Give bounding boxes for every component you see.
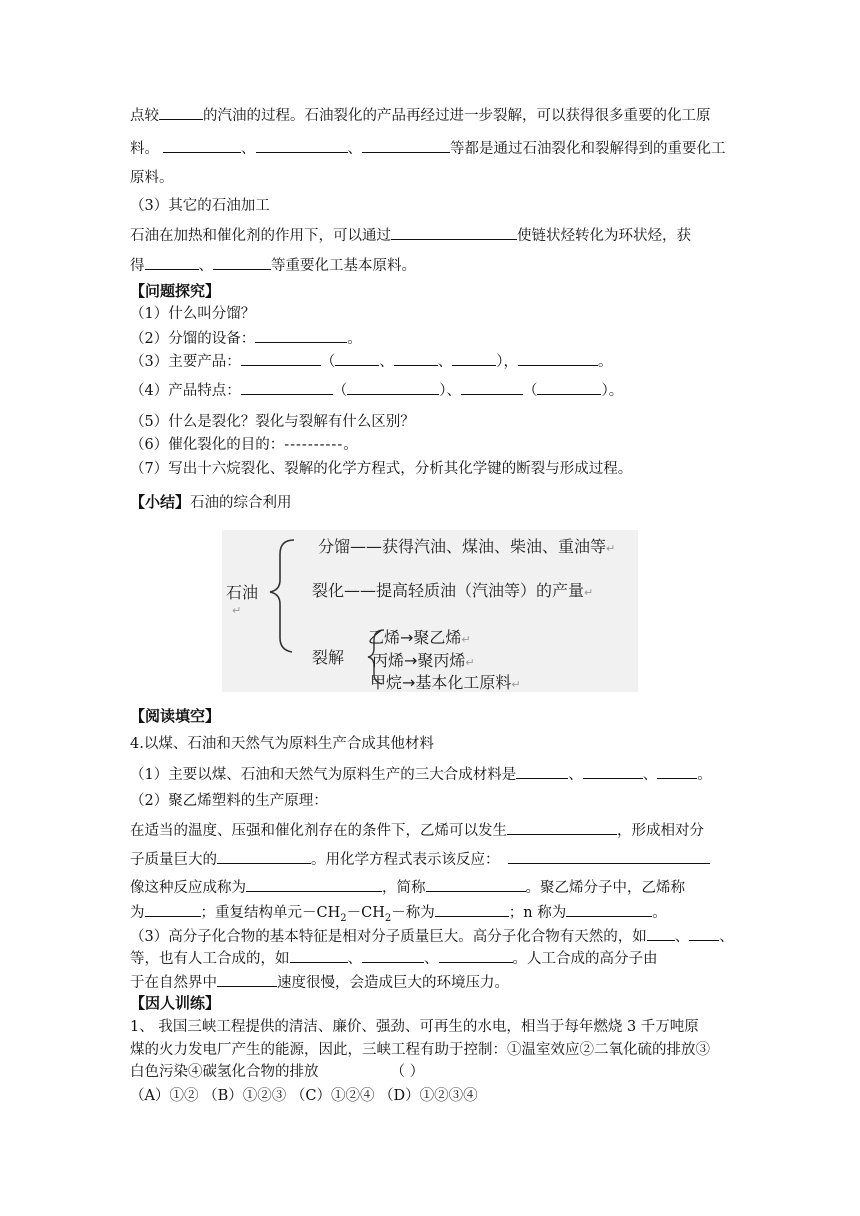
answer-bracket[interactable]: （ ） bbox=[390, 1064, 425, 1080]
big-brace bbox=[270, 540, 294, 652]
sub-methane: 甲烷→基本化工原料↵ bbox=[370, 673, 521, 692]
question-5: （5）什么是裂化？裂化与裂解有什么区别？ bbox=[130, 414, 415, 430]
question-2 bbox=[130, 327, 362, 349]
reading-line-2: （2）聚乙烯塑料的生产原理： bbox=[130, 793, 328, 809]
branch-fractionation: 分馏——获得汽油、煤油、柴油、重油等↵ bbox=[318, 537, 616, 556]
text: （ bbox=[522, 383, 538, 399]
blank[interactable] bbox=[516, 763, 568, 779]
text: 、 bbox=[568, 767, 583, 783]
text: 、 bbox=[424, 951, 439, 967]
text: （3）主要产品： bbox=[130, 354, 241, 370]
reading-line-1 bbox=[130, 763, 712, 785]
text: 石油在加热和催化剂的作用下，可以通过 bbox=[130, 228, 391, 244]
text: 。 bbox=[597, 354, 613, 370]
blank[interactable] bbox=[566, 901, 652, 917]
training-line-1: 1、 我国三峡工程提供的清洁、廉价、强劲、可再生的水电，相当于每年燃烧 3 千万吨原 bbox=[130, 1019, 699, 1035]
blank[interactable] bbox=[159, 104, 203, 120]
text: 、 bbox=[674, 929, 690, 945]
text: 等都是通过石油裂化和裂解得到的重要化工 bbox=[450, 141, 726, 157]
text: ）。 bbox=[601, 383, 624, 399]
blank[interactable] bbox=[537, 379, 601, 395]
blank[interactable] bbox=[347, 379, 439, 395]
text-line bbox=[130, 104, 711, 126]
blank[interactable] bbox=[657, 763, 697, 779]
text: 、 bbox=[642, 767, 658, 783]
blank[interactable] bbox=[518, 350, 598, 366]
text-line: 原料。 bbox=[130, 170, 174, 186]
text: （3）高分子化合物的基本特征是相对分子质量巨大。高分子化合物有天然的，如 bbox=[130, 929, 647, 945]
diagram-root: 石油 bbox=[226, 583, 259, 602]
text: 的汽油的过程。石油裂化的产品再经过进一步裂解，可以获得很多重要的化工原 bbox=[203, 108, 711, 124]
text: 、 bbox=[198, 258, 213, 274]
blank[interactable] bbox=[217, 848, 311, 864]
training-options[interactable]: （A）①② （B）①②③ （C）①②④ （D）①②③④ bbox=[130, 1088, 478, 1104]
text: 、 bbox=[347, 141, 362, 157]
text: －称为 bbox=[391, 905, 435, 921]
text: （2）分馏的设备： bbox=[130, 331, 256, 347]
branch-cracking: 裂化——提高轻质油（汽油等）的产量↵ bbox=[312, 581, 594, 600]
text: 、 bbox=[379, 354, 394, 370]
text-line: （3）其它的石油加工 bbox=[130, 198, 270, 214]
text: （6）催化裂化的目的： bbox=[130, 437, 285, 453]
text: ）、 bbox=[439, 383, 461, 399]
section-heading-training: 【因人训练】 bbox=[130, 994, 221, 1012]
text: 、 bbox=[437, 354, 453, 370]
question-3 bbox=[130, 350, 612, 372]
section-heading-summary: 【小结】 bbox=[130, 493, 191, 511]
text: （ bbox=[332, 383, 348, 399]
blank[interactable] bbox=[426, 876, 526, 892]
reading-line-7 bbox=[130, 925, 734, 947]
reading-line-8 bbox=[130, 947, 658, 969]
blank[interactable] bbox=[256, 137, 348, 153]
text-line bbox=[130, 254, 416, 276]
question-1: （1）什么叫分馏？ bbox=[130, 306, 256, 322]
question-4 bbox=[130, 379, 623, 401]
text: 等重要化工基本原料。 bbox=[271, 258, 416, 274]
blank[interactable] bbox=[290, 947, 348, 963]
section-heading-inquiry: 【问题探究】 bbox=[130, 282, 221, 300]
blank[interactable] bbox=[217, 971, 277, 987]
text: 点较 bbox=[130, 108, 159, 124]
text: 为 bbox=[130, 905, 145, 921]
subscript: 2 bbox=[384, 912, 392, 924]
blank[interactable] bbox=[145, 901, 201, 917]
summary-title: 石油的综合利用 bbox=[190, 495, 292, 511]
text: ）， bbox=[496, 354, 518, 370]
text: ；重复结构单元－CH bbox=[200, 905, 341, 921]
reading-title: 4.以煤、石油和天然气为原料生产合成其他材料 bbox=[130, 736, 434, 752]
paragraph-mark: ↵ bbox=[232, 604, 242, 617]
blank[interactable] bbox=[391, 224, 517, 240]
blank[interactable] bbox=[335, 350, 379, 366]
blank[interactable] bbox=[508, 848, 710, 864]
training-line-2: 煤的火力发电厂产生的能源，因此，三峡工程有助于控制：①温室效应②二氧化硫的排放③ bbox=[130, 1042, 710, 1058]
text: 。聚乙烯分子中，乙烯称 bbox=[525, 880, 685, 896]
blank[interactable] bbox=[689, 925, 719, 941]
blank[interactable] bbox=[255, 327, 347, 343]
blank[interactable] bbox=[163, 137, 241, 153]
text: 得 bbox=[130, 258, 145, 274]
section-heading-reading: 【阅读填空】 bbox=[130, 707, 221, 725]
blank[interactable] bbox=[583, 763, 643, 779]
training-line-3 bbox=[130, 1062, 424, 1082]
blank[interactable] bbox=[452, 350, 496, 366]
text: 、 bbox=[347, 951, 362, 967]
text: 。人工合成的高分子由 bbox=[512, 951, 658, 967]
blank[interactable] bbox=[241, 350, 321, 366]
text: －CH bbox=[346, 905, 385, 921]
question-6 bbox=[130, 435, 358, 455]
text: 。 bbox=[343, 437, 358, 453]
blank[interactable] bbox=[362, 137, 450, 153]
text: （4）产品特点： bbox=[130, 383, 241, 399]
blank[interactable] bbox=[507, 819, 617, 835]
text: 使链状烃转化为环状烃，获 bbox=[517, 228, 691, 244]
text: 。 bbox=[652, 905, 667, 921]
blank[interactable] bbox=[145, 254, 199, 270]
text: 、 bbox=[719, 929, 734, 945]
text: （1）主要以煤、石油和天然气为原料生产的三大合成材料是 bbox=[130, 767, 517, 783]
blank[interactable] bbox=[461, 379, 523, 395]
text-line bbox=[130, 224, 691, 246]
blank[interactable] bbox=[435, 901, 509, 917]
text: 。 bbox=[697, 767, 712, 783]
text: 子质量巨大的 bbox=[130, 852, 217, 868]
sub-ethylene: 乙烯→聚乙烯↵ bbox=[368, 628, 471, 647]
text: （ bbox=[320, 354, 336, 370]
question-7: （7）写出十六烷裂化、裂解的化学方程式，分析其化学键的断裂与形成过程。 bbox=[130, 461, 633, 477]
text: ；n 称为 bbox=[508, 905, 567, 921]
text: 等，也有人工合成的，如 bbox=[130, 951, 290, 967]
blank[interactable] bbox=[394, 350, 438, 366]
text: 料。 bbox=[130, 141, 159, 157]
reading-line-5 bbox=[130, 876, 685, 898]
text: 在适当的温度、压强和催化剂存在的条件下，乙烯可以发生 bbox=[130, 823, 507, 839]
text: 。 bbox=[347, 331, 362, 347]
blank[interactable] bbox=[439, 947, 513, 963]
text-line bbox=[130, 137, 726, 159]
blank[interactable] bbox=[241, 379, 333, 395]
text: 。用化学方程式表示该反应： bbox=[311, 852, 500, 868]
reading-line-3 bbox=[130, 819, 704, 841]
branch-pyrolysis: 裂解 bbox=[312, 648, 345, 667]
text: ，形成相对分 bbox=[617, 823, 704, 839]
dashed-blank[interactable]: ---------- bbox=[284, 437, 344, 453]
summary-line bbox=[130, 492, 292, 513]
text: 于在自然界中 bbox=[130, 975, 217, 991]
text: 白色污染④碳氢化合物的排放 bbox=[130, 1064, 319, 1080]
reading-line-4 bbox=[130, 848, 710, 870]
blank[interactable] bbox=[647, 925, 675, 941]
text: ，简称 bbox=[382, 880, 426, 896]
blank[interactable] bbox=[213, 254, 271, 270]
subscript: 2 bbox=[340, 912, 347, 924]
text: 像这种反应成称为 bbox=[130, 880, 246, 896]
sub-propylene: 丙烯→聚丙烯↵ bbox=[372, 651, 475, 670]
blank[interactable] bbox=[362, 947, 424, 963]
reading-line-9 bbox=[130, 971, 509, 993]
text: 速度很慢，会造成巨大的环境压力。 bbox=[277, 975, 509, 991]
blank[interactable] bbox=[246, 876, 382, 892]
text: 、 bbox=[241, 141, 256, 157]
summary-diagram bbox=[222, 530, 638, 692]
